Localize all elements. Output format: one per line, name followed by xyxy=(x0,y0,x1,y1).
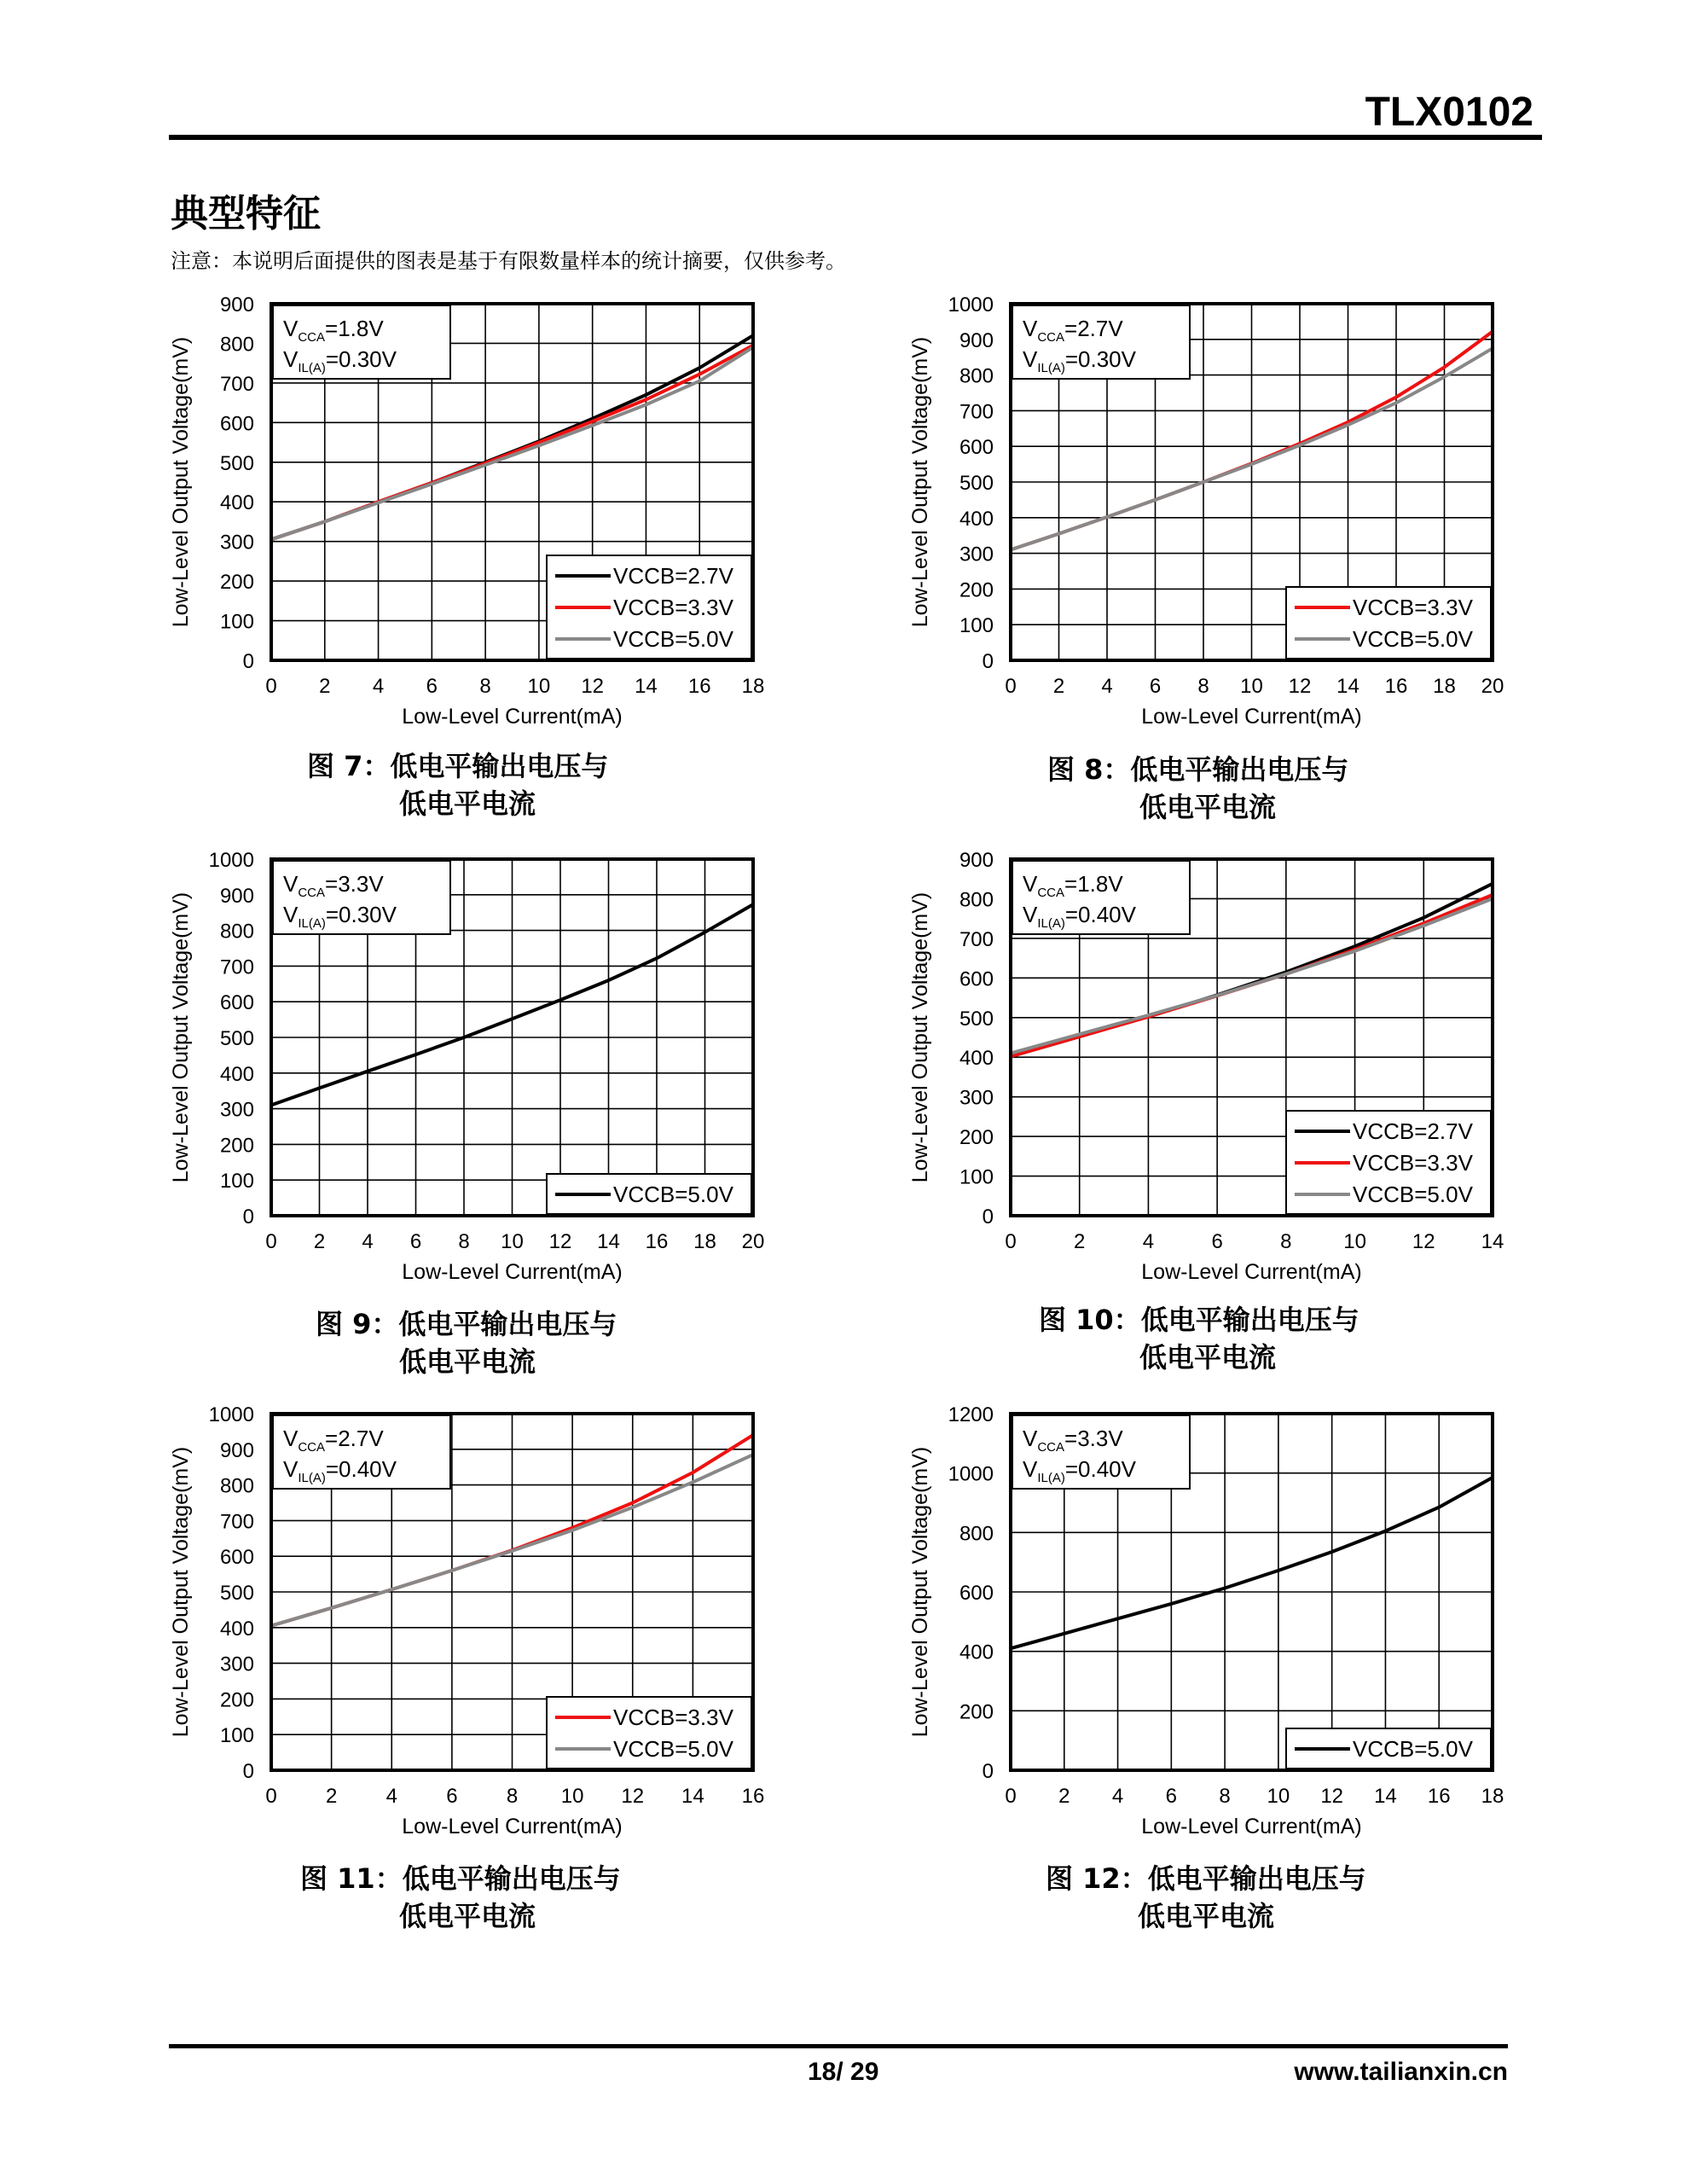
param-vcca-sub: CCA xyxy=(1037,330,1065,345)
legend-label: VCCB=5.0V xyxy=(1353,1736,1473,1762)
legend xyxy=(547,1697,751,1769)
y-tick-label: 700 xyxy=(219,372,254,396)
chart-figure-8 xyxy=(908,293,1522,729)
caption-text: 低电平输出电压与 xyxy=(390,750,609,782)
chart-svg xyxy=(908,293,1522,729)
param-vil-sub: IL(A) xyxy=(298,361,326,375)
series-line xyxy=(1011,1478,1493,1648)
y-axis-label: Low-Level Output Voltage(mV) xyxy=(169,336,193,628)
param-vil-value: =0.30V xyxy=(325,346,397,372)
y-tick-label: 800 xyxy=(219,1474,254,1498)
x-tick-label: 8 xyxy=(506,1785,519,1808)
caption-text-line2: 低电平电流 xyxy=(399,787,536,820)
param-vil-sub: IL(A) xyxy=(298,916,326,931)
x-tick-label: 16 xyxy=(1384,675,1408,698)
caption-text: 低电平输出电压与 xyxy=(402,1862,621,1895)
param-vcca: $V_{CCA}=2.7V$ xyxy=(283,1426,384,1455)
param-vil: $V_{IL(A)}=0.30V$ xyxy=(283,902,397,931)
x-tick-label: 14 xyxy=(1336,675,1359,698)
parameter-box xyxy=(1012,861,1190,934)
caption-label: 图 9： xyxy=(316,1308,399,1340)
x-tick-label: 14 xyxy=(1374,1785,1397,1808)
legend-label: VCCB=3.3V xyxy=(1353,1150,1473,1176)
chart-figure-9 xyxy=(169,849,783,1284)
y-tick-label: 600 xyxy=(219,1546,254,1570)
legend-label: VCCB=5.0V xyxy=(613,1736,733,1762)
x-tick-label: 14 xyxy=(597,1230,620,1253)
param-vcca-sub: CCA xyxy=(1037,1440,1065,1455)
x-tick-label: 16 xyxy=(645,1230,669,1253)
x-axis-label: Low-Level Current(mA) xyxy=(1141,1260,1362,1284)
x-tick-label: 12 xyxy=(1412,1230,1435,1253)
x-tick-label: 6 xyxy=(1149,675,1162,698)
y-tick-label: 0 xyxy=(242,1760,254,1783)
param-vcca-sub: CCA xyxy=(1037,886,1065,900)
y-tick-label: 0 xyxy=(982,650,994,673)
x-tick-label: 0 xyxy=(1005,1785,1017,1808)
chart-svg xyxy=(169,1403,783,1838)
y-tick-label: 700 xyxy=(219,956,254,979)
x-tick-label: 6 xyxy=(1211,1230,1223,1253)
y-tick-label: 200 xyxy=(219,571,254,595)
x-tick-label: 0 xyxy=(265,675,277,698)
chart-figure-10 xyxy=(908,849,1522,1284)
y-tick-label: 500 xyxy=(959,472,994,495)
x-tick-label: 4 xyxy=(1111,1785,1124,1808)
legend-label: VCCB=2.7V xyxy=(613,563,733,589)
parameter-box xyxy=(273,305,450,379)
param-vcca-value: =2.7V xyxy=(325,1426,384,1451)
caption-text-line2: 低电平电流 xyxy=(1139,791,1277,823)
param-vil-sub: IL(A) xyxy=(298,1471,326,1485)
y-tick-label: 600 xyxy=(959,1582,994,1605)
legend xyxy=(547,1174,751,1214)
legend xyxy=(1286,1111,1491,1214)
x-tick-label: 0 xyxy=(265,1785,277,1808)
x-tick-label: 8 xyxy=(1280,1230,1292,1253)
y-tick-label: 0 xyxy=(242,1205,254,1228)
caption-figure-12 xyxy=(1046,1860,1366,1935)
x-axis-label: Low-Level Current(mA) xyxy=(1141,705,1362,729)
y-tick-label: 400 xyxy=(959,1047,994,1071)
caption-figure-11 xyxy=(300,1860,621,1935)
x-tick-label: 0 xyxy=(1005,1230,1017,1253)
x-tick-label: 0 xyxy=(265,1230,277,1253)
param-vcca: $V_{CCA}=3.3V$ xyxy=(283,871,384,900)
caption-figure-7 xyxy=(307,747,608,822)
y-tick-label: 900 xyxy=(959,328,994,352)
param-vil-sub: IL(A) xyxy=(1037,1471,1065,1485)
y-axis-label: Low-Level Output Voltage(mV) xyxy=(908,892,932,1183)
caption-figure-8 xyxy=(1047,751,1348,826)
param-vcca-value: =3.3V xyxy=(325,871,384,897)
y-tick-label: 0 xyxy=(242,650,254,673)
caption-text-line2: 低电平电流 xyxy=(1139,1341,1277,1374)
parameter-box xyxy=(273,1415,450,1489)
legend xyxy=(1286,587,1491,659)
caption-text: 低电平输出电压与 xyxy=(1140,1304,1359,1336)
param-vil: $V_{IL(A)}=0.40V$ xyxy=(283,1456,397,1485)
y-tick-label: 800 xyxy=(219,920,254,944)
caption-text: 低电平输出电压与 xyxy=(398,1308,617,1340)
y-tick-label: 100 xyxy=(959,1165,994,1189)
y-tick-label: 200 xyxy=(959,1700,994,1724)
legend-label: VCCB=3.3V xyxy=(613,1705,733,1730)
x-tick-label: 10 xyxy=(501,1230,524,1253)
param-vil: $V_{IL(A)}=0.30V$ xyxy=(283,346,397,375)
caption-figure-9 xyxy=(316,1305,617,1380)
y-tick-label: 600 xyxy=(959,436,994,460)
x-tick-label: 6 xyxy=(446,1785,458,1808)
legend-label: VCCB=2.7V xyxy=(1353,1118,1473,1144)
legend-label: VCCB=5.0V xyxy=(1353,626,1473,652)
y-tick-label: 400 xyxy=(959,1641,994,1664)
x-tick-label: 12 xyxy=(1320,1785,1344,1808)
caption-text-line2: 低电平电流 xyxy=(399,1900,536,1932)
y-tick-label: 400 xyxy=(219,1617,254,1641)
y-tick-label: 1200 xyxy=(948,1403,994,1426)
y-tick-label: 100 xyxy=(219,610,254,634)
y-tick-label: 500 xyxy=(219,1582,254,1605)
x-tick-label: 14 xyxy=(635,675,658,698)
caption-label: 图 8： xyxy=(1047,753,1131,786)
param-vil-value: =0.30V xyxy=(325,902,397,927)
chart-svg xyxy=(169,849,783,1284)
param-vil-value: =0.40V xyxy=(325,1456,397,1482)
x-tick-label: 0 xyxy=(1005,675,1017,698)
y-tick-label: 200 xyxy=(959,1126,994,1150)
param-vcca: $V_{CCA}=1.8V$ xyxy=(283,316,384,345)
x-tick-label: 4 xyxy=(1142,1230,1155,1253)
x-tick-label: 4 xyxy=(362,1230,374,1253)
caption-text: 低电平输出电压与 xyxy=(1130,753,1349,786)
legend-label: VCCB=5.0V xyxy=(613,1182,733,1207)
section-note: 注意：本说明后面提供的图表是基于有限数量样本的统计摘要，仅供参考。 xyxy=(171,249,846,273)
y-tick-label: 900 xyxy=(959,849,994,872)
legend-label: VCCB=3.3V xyxy=(613,595,733,620)
y-tick-label: 900 xyxy=(219,884,254,908)
page-number: 18/ 29 xyxy=(808,2058,879,2086)
caption-text-line2: 低电平电流 xyxy=(1138,1900,1275,1932)
y-tick-label: 900 xyxy=(219,1438,254,1462)
x-tick-label: 12 xyxy=(1288,675,1312,698)
footer-rule xyxy=(169,2044,1508,2048)
y-tick-label: 300 xyxy=(219,1653,254,1676)
param-vcca-value: =2.7V xyxy=(1064,316,1123,341)
chart-svg xyxy=(908,1403,1522,1838)
x-tick-label: 12 xyxy=(548,1230,572,1253)
x-tick-label: 2 xyxy=(1058,1785,1070,1808)
caption-label: 图 7： xyxy=(307,750,391,782)
param-vil: $V_{IL(A)}=0.40V$ xyxy=(1023,902,1136,931)
caption-label: 图 12： xyxy=(1046,1862,1148,1895)
y-tick-label: 400 xyxy=(959,507,994,531)
param-vil: $V_{IL(A)}=0.30V$ xyxy=(1023,346,1136,375)
y-axis-label: Low-Level Output Voltage(mV) xyxy=(908,1446,932,1738)
y-tick-label: 300 xyxy=(219,531,254,555)
x-tick-label: 2 xyxy=(1052,675,1065,698)
y-tick-label: 600 xyxy=(219,412,254,436)
x-tick-label: 20 xyxy=(741,1230,765,1253)
param-vil-sub: IL(A) xyxy=(1037,916,1065,931)
legend-label: VCCB=5.0V xyxy=(1353,1182,1473,1207)
y-tick-label: 0 xyxy=(982,1205,994,1228)
y-axis-label: Low-Level Output Voltage(mV) xyxy=(169,892,193,1183)
x-axis-label: Low-Level Current(mA) xyxy=(1141,1815,1362,1838)
y-tick-label: 400 xyxy=(219,491,254,515)
y-tick-label: 400 xyxy=(219,1062,254,1086)
chart-svg xyxy=(908,849,1522,1284)
x-tick-label: 10 xyxy=(1343,1230,1366,1253)
param-vcca-sub: CCA xyxy=(298,886,326,900)
chart-figure-7 xyxy=(169,293,783,729)
chart-figure-12 xyxy=(908,1403,1522,1838)
y-tick-label: 600 xyxy=(959,967,994,991)
x-tick-label: 2 xyxy=(319,675,331,698)
y-tick-label: 1000 xyxy=(208,1403,254,1426)
param-vcca: $V_{CCA}=3.3V$ xyxy=(1023,1426,1123,1455)
y-tick-label: 500 xyxy=(219,451,254,475)
section-title: 典型特征 xyxy=(171,192,321,235)
caption-text: 低电平输出电压与 xyxy=(1147,1862,1366,1895)
y-tick-label: 700 xyxy=(219,1510,254,1534)
param-vcca-value: =1.8V xyxy=(1064,871,1123,897)
x-axis-label: Low-Level Current(mA) xyxy=(402,1260,623,1284)
param-vil-sub: IL(A) xyxy=(1037,361,1065,375)
param-vcca-value: =3.3V xyxy=(1064,1426,1123,1451)
y-tick-label: 1000 xyxy=(208,849,254,872)
x-tick-label: 16 xyxy=(741,1785,765,1808)
x-tick-label: 12 xyxy=(581,675,605,698)
x-tick-label: 18 xyxy=(741,675,765,698)
x-tick-label: 2 xyxy=(313,1230,326,1253)
y-tick-label: 100 xyxy=(219,1170,254,1194)
y-tick-label: 500 xyxy=(959,1007,994,1031)
param-vil-value: =0.40V xyxy=(1064,1456,1136,1482)
caption-figure-10 xyxy=(1039,1301,1359,1376)
legend-label: VCCB=5.0V xyxy=(613,626,733,652)
y-tick-label: 700 xyxy=(959,927,994,951)
chart-svg xyxy=(169,293,783,729)
y-tick-label: 800 xyxy=(219,333,254,357)
y-tick-label: 200 xyxy=(959,578,994,602)
x-tick-label: 14 xyxy=(681,1785,704,1808)
y-tick-label: 1000 xyxy=(948,1462,994,1486)
x-tick-label: 4 xyxy=(1101,675,1113,698)
y-tick-label: 200 xyxy=(219,1688,254,1712)
param-vcca-sub: CCA xyxy=(298,1440,326,1455)
y-tick-label: 100 xyxy=(219,1724,254,1748)
legend-label: VCCB=3.3V xyxy=(1353,595,1473,620)
x-tick-label: 8 xyxy=(458,1230,470,1253)
param-vcca: $V_{CCA}=1.8V$ xyxy=(1023,871,1123,900)
parameter-box xyxy=(1012,305,1190,379)
legend xyxy=(547,555,751,659)
caption-label: 图 11： xyxy=(300,1862,403,1895)
y-axis-label: Low-Level Output Voltage(mV) xyxy=(169,1446,193,1738)
y-tick-label: 800 xyxy=(959,1522,994,1546)
x-tick-label: 10 xyxy=(560,1785,584,1808)
param-vil: $V_{IL(A)}=0.40V$ xyxy=(1023,1456,1136,1485)
y-tick-label: 800 xyxy=(959,364,994,388)
y-tick-label: 300 xyxy=(219,1098,254,1122)
param-vcca-sub: CCA xyxy=(298,330,326,345)
x-tick-label: 10 xyxy=(527,675,551,698)
x-tick-label: 18 xyxy=(1433,675,1456,698)
x-tick-label: 18 xyxy=(693,1230,716,1253)
x-tick-label: 6 xyxy=(426,675,438,698)
x-tick-label: 4 xyxy=(372,675,385,698)
y-tick-label: 800 xyxy=(959,888,994,912)
y-tick-label: 1000 xyxy=(948,293,994,317)
x-tick-label: 6 xyxy=(1165,1785,1178,1808)
y-tick-label: 500 xyxy=(219,1027,254,1050)
y-tick-label: 200 xyxy=(219,1134,254,1158)
caption-text-line2: 低电平电流 xyxy=(399,1345,536,1378)
parameter-box xyxy=(273,861,450,934)
x-tick-label: 8 xyxy=(1197,675,1209,698)
x-tick-label: 18 xyxy=(1481,1785,1504,1808)
x-tick-label: 8 xyxy=(479,675,491,698)
y-axis-label: Low-Level Output Voltage(mV) xyxy=(908,336,932,628)
y-tick-label: 300 xyxy=(959,1086,994,1110)
y-tick-label: 300 xyxy=(959,543,994,566)
parameter-box xyxy=(1012,1415,1190,1489)
x-tick-label: 6 xyxy=(409,1230,422,1253)
x-axis-label: Low-Level Current(mA) xyxy=(402,1815,623,1838)
document-title: TLX0102 xyxy=(1365,90,1533,135)
x-tick-label: 2 xyxy=(325,1785,338,1808)
param-vil-value: =0.30V xyxy=(1064,346,1136,372)
param-vcca-value: =1.8V xyxy=(325,316,384,341)
x-tick-label: 16 xyxy=(687,675,711,698)
caption-label: 图 10： xyxy=(1039,1304,1141,1336)
y-tick-label: 0 xyxy=(982,1760,994,1783)
legend xyxy=(1286,1728,1491,1769)
x-tick-label: 10 xyxy=(1240,675,1263,698)
y-tick-label: 900 xyxy=(219,293,254,317)
x-axis-label: Low-Level Current(mA) xyxy=(402,705,623,729)
header-rule xyxy=(169,135,1542,140)
x-tick-label: 2 xyxy=(1074,1230,1086,1253)
x-tick-label: 16 xyxy=(1427,1785,1451,1808)
x-tick-label: 20 xyxy=(1481,675,1504,698)
param-vil-value: =0.40V xyxy=(1064,902,1136,927)
x-tick-label: 14 xyxy=(1481,1230,1504,1253)
x-tick-label: 8 xyxy=(1219,1785,1231,1808)
x-tick-label: 12 xyxy=(621,1785,645,1808)
x-tick-label: 10 xyxy=(1267,1785,1290,1808)
footer-website-link[interactable]: www.tailianxin.cn xyxy=(1294,2058,1508,2086)
y-tick-label: 700 xyxy=(959,400,994,424)
x-tick-label: 4 xyxy=(386,1785,397,1808)
y-tick-label: 600 xyxy=(219,991,254,1015)
chart-figure-11 xyxy=(169,1403,783,1838)
y-tick-label: 100 xyxy=(959,614,994,638)
param-vcca: $V_{CCA}=2.7V$ xyxy=(1023,316,1123,345)
